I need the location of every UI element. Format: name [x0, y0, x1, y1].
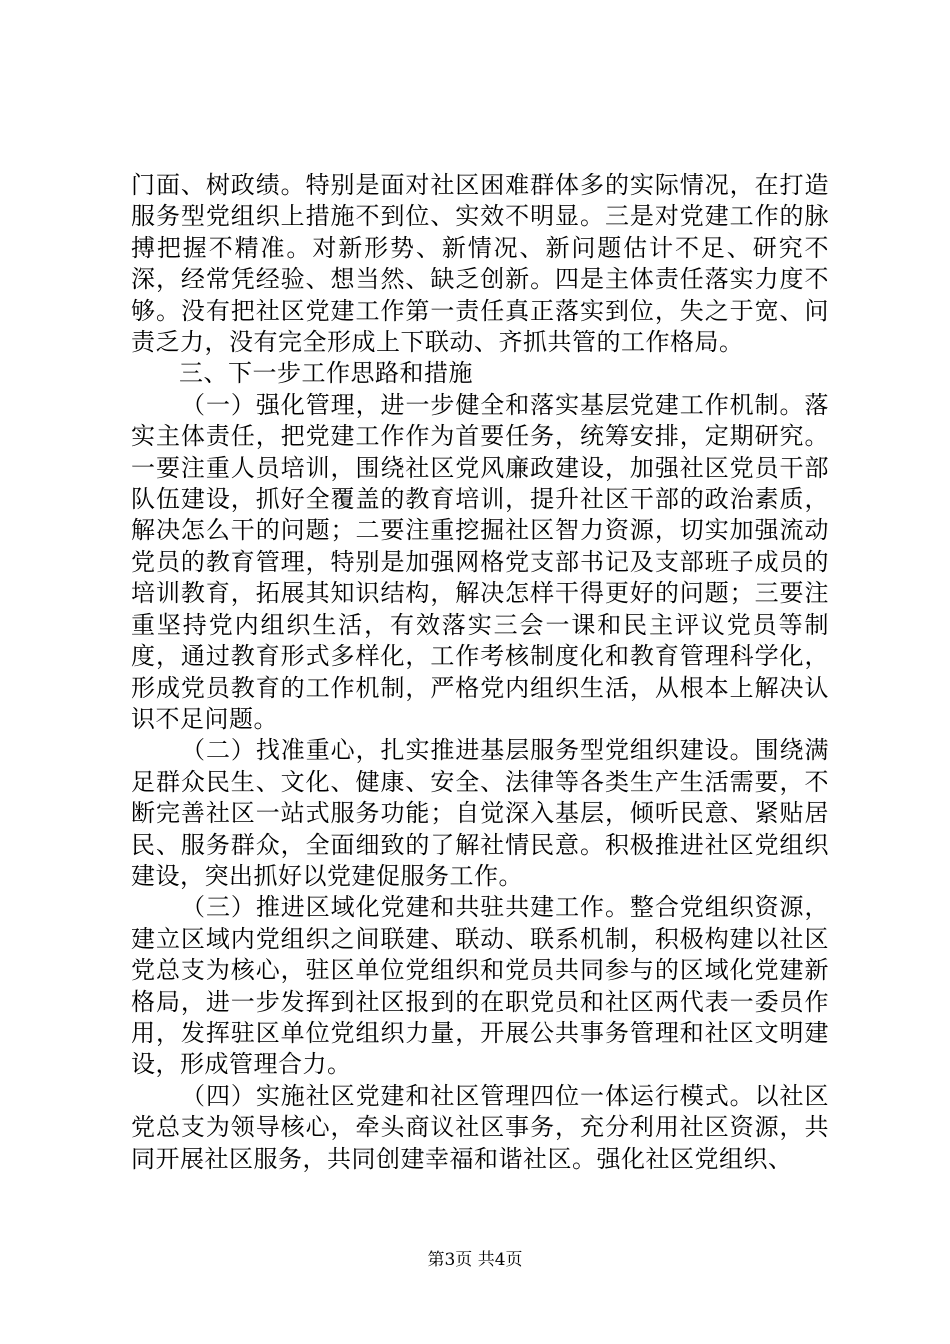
document-body	[131, 170, 829, 1175]
paragraph-continuation: 门面、树政绩。特别是面对社区困难群体多的实际情况，在打造服务型党组织上措施不到位、实效不明显。三是对党建工作的脉搏把握不精准。对新形势、新情况、新问题估计不足、研究不深，经常凭经验、想当然、缺乏创新。四是主体责任落实力度不够。没有把社区党建工作第一责任真正落实到位，失之于宽、问责乏力，没有完全形成上下联动、齐抓共管的工作格局。	[131, 171, 829, 357]
paragraph-measure-3: （三）推进区域化党建和共驻共建工作。整合党组织资源，建立区域内党组织之间联建、联动、联系机制，积极构建以社区党总支为核心，驻区单位党组织和党员共同参与的区域化党建新格局，进一步发挥到社区报到的在职党员和社区两代表一委员作用，发挥驻区单位党组织力量，开展公共事务管理和社区文明建设，形成管理合力。	[131, 893, 829, 1079]
paragraph-measure-1: （一）强化管理，进一步健全和落实基层党建工作机制。落实主体责任，把党建工作作为首要任务，统筹安排，定期研究。一要注重人员培训，围绕社区党风廉政建设，加强社区党员干部队伍建设，抓好全覆盖的教育培训，提升社区干部的政治素质，解决怎么干的问题；二要注重挖掘社区智力资源，切实加强流动党员的教育管理，特别是加强网格党支部书记及支部班子成员的培训教育，拓展其知识结构，解决怎样干得更好的问题；三要注重坚持党内组织生活，有效落实三会一课和民主评议党员等制度，通过教育形式多样化，工作考核制度化和教育管理科学化，形成党员教育的工作机制，严格党内组织生活，从根本上解决认识不足问题。	[131, 390, 829, 733]
section-heading: 三、下一步工作思路和措施	[179, 359, 473, 388]
paragraph-measure-2: （二）找准重心，扎实推进基层服务型党组织建设。围绕满足群众民生、文化、健康、安全、法律等各类生产生活需要，不断完善社区一站式服务功能；自觉深入基层，倾听民意、紧贴居民、服务群众，全面细致的了解社情民意。积极推进社区党组织建设，突出抓好以党建促服务工作。	[131, 736, 829, 890]
paragraph-measure-4: （四）实施社区党建和社区管理四位一体运行模式。以社区党总支为领导核心，牵头商议社区事务，充分利用社区资源，共同开展社区服务，共同创建幸福和谐社区。强化社区党组织、	[131, 1081, 829, 1173]
page-footer: 第3页 共4页	[427, 1250, 523, 1270]
